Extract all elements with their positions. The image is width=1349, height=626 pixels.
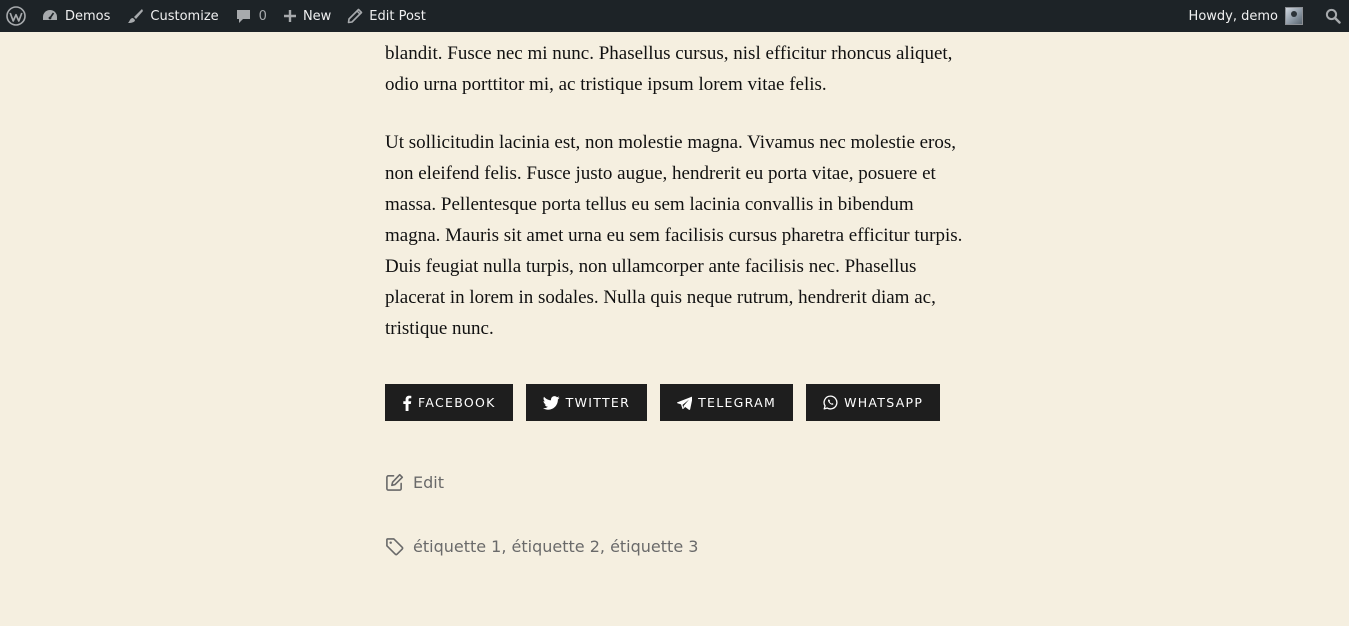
admin-bar-customize[interactable] xyxy=(118,0,226,32)
edit-label: Edit xyxy=(413,473,444,492)
paragraph: blandit. Fusce nec mi nunc. Phasellus cursus, nisl efficitur rhoncus aliquet, odio urna porttitor mi, ac tristique ipsum lorem vitae felis. xyxy=(385,43,953,95)
plus-icon xyxy=(283,9,297,23)
facebook-icon xyxy=(402,395,412,411)
whatsapp-icon xyxy=(823,395,838,410)
dashboard-icon xyxy=(41,7,59,25)
wordpress-menu[interactable] xyxy=(0,0,33,32)
comment-icon xyxy=(235,8,252,25)
post-content xyxy=(385,38,970,371)
wordpress-icon xyxy=(6,6,26,26)
admin-bar-left xyxy=(0,0,434,32)
avatar xyxy=(1285,7,1303,25)
post-tags xyxy=(385,537,698,556)
tag-icon xyxy=(385,537,404,556)
admin-bar-demos-label: Demos xyxy=(65,8,111,24)
edit-icon xyxy=(385,473,404,492)
pencil-icon xyxy=(347,8,363,24)
admin-bar-new-label: New xyxy=(302,8,332,24)
admin-bar-customize-label: Customize xyxy=(150,8,219,24)
howdy-greeting: Howdy, demo xyxy=(1188,8,1278,24)
admin-bar-comments[interactable] xyxy=(227,0,275,32)
paragraph: Ut sollicitudin lacinia est, non molestie magna. Vivamus nec molestie eros, non eleifend felis. Fusce justo augue, hendrerit eu porta vitae, posuere et massa. Pellentesque porta tellus eu sem lacinia convallis in bibendum magna. Mauris sit amet urna eu sem facilisis cursus pharetra efficitur turpis. Duis feugiat nulla turpis, non ullamcorper ante facilisis nec. Phasellus placerat in lorem in sodales. Nulla quis neque rutrum, hendrerit diam ac, tristique nunc. xyxy=(385,132,963,339)
admin-bar-search[interactable] xyxy=(1311,0,1349,32)
admin-bar-demos[interactable] xyxy=(33,0,118,32)
telegram-share-button[interactable] xyxy=(660,384,793,421)
tag-link[interactable]: étiquette 2 xyxy=(511,537,600,556)
admin-bar xyxy=(0,0,1349,32)
admin-bar-edit-post[interactable] xyxy=(339,0,434,32)
tag-link[interactable]: étiquette 3 xyxy=(610,537,699,556)
admin-bar-right xyxy=(1181,0,1349,32)
comment-count: 0 xyxy=(258,8,267,24)
tag-link[interactable]: étiquette 1 xyxy=(413,537,502,556)
tag-separator: , xyxy=(501,537,512,556)
facebook-share-label: FACEBOOK xyxy=(418,395,496,410)
admin-bar-new[interactable] xyxy=(275,0,339,32)
whatsapp-share-label: WHATSAPP xyxy=(844,395,924,410)
telegram-share-label: TELEGRAM xyxy=(698,395,777,410)
search-icon xyxy=(1325,8,1341,24)
twitter-share-label: TWITTER xyxy=(565,395,631,410)
tag-separator: , xyxy=(599,537,611,556)
share-buttons xyxy=(385,384,940,421)
account-menu[interactable] xyxy=(1181,0,1311,32)
admin-bar-edit-post-label: Edit Post xyxy=(369,8,426,24)
whatsapp-share-button[interactable] xyxy=(806,384,940,421)
twitter-icon xyxy=(543,396,560,410)
edit-post-link[interactable] xyxy=(385,473,444,492)
facebook-share-button[interactable] xyxy=(385,384,513,421)
twitter-share-button[interactable] xyxy=(526,384,647,421)
telegram-icon xyxy=(677,396,692,410)
brush-icon xyxy=(126,7,144,25)
